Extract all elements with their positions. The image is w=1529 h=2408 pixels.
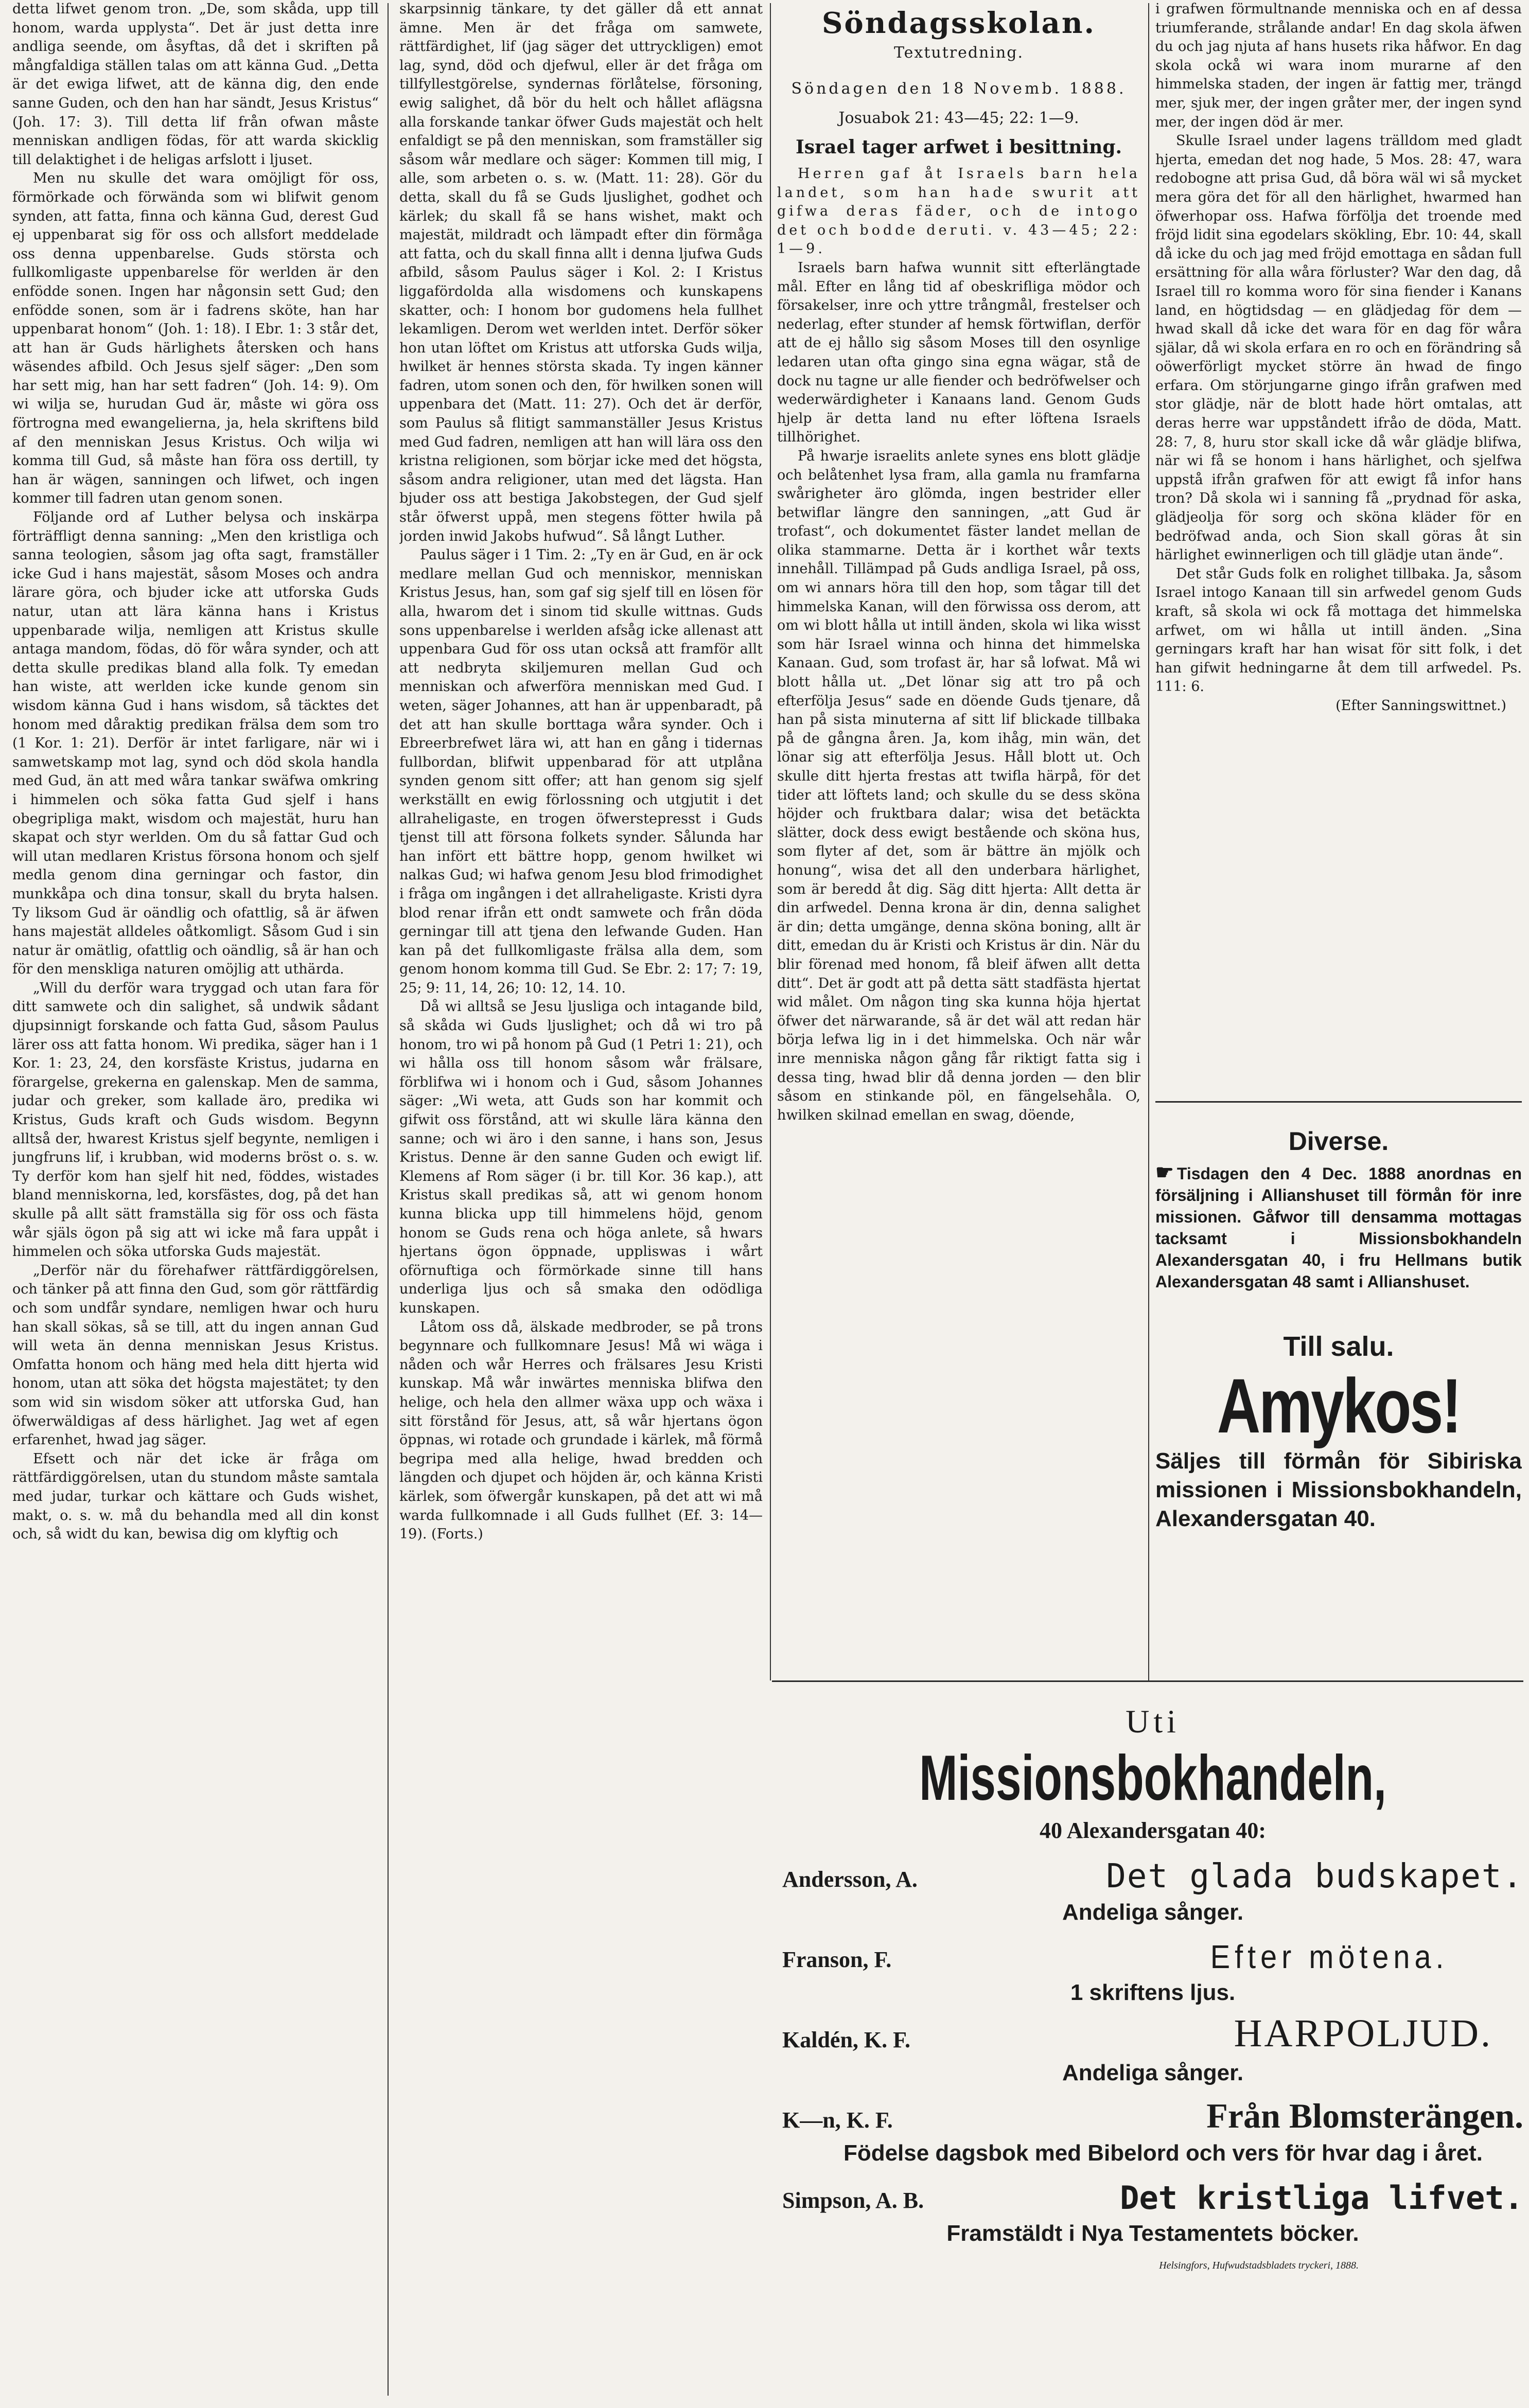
book-title: HARPOLJUD.	[1234, 2012, 1492, 2055]
column-2	[399, 0, 763, 2398]
paragraph: Det står Guds folk en rolighet tillbaka. Ja, såsom Israel intogo Kanaan till sin arfwedel genom Guds kraft, så skola wi ock få mottaga det himmelska arfwet, om wi hålla ut intill änden. „Sina gerningars kraft har han wisat för sitt folk, i det han gifwit hedningarne åt dem till arfwedel. Ps. 111: 6.	[1155, 565, 1522, 695]
book-author: Franson, F.	[782, 1947, 892, 1972]
column-divider	[388, 3, 389, 2396]
book-entry	[782, 2008, 1523, 2058]
paragraph: Israels barn hafwa wunnit sitt efterlängtade mål. Efter en lång tid af obeskrifliga mödor och försakelser, inre och yttre trångmål, frestelser och nederlag, efter stunder af hemsk förtwiflan, derför att de ej hållo sig såsom Moses till den osynlige ledaren utan ofta gingo sina egna wägar, stå de dock nu tagne ur alle fiender och bedröfwelser och wederwärdigheter i Kanaans land. Genom Guds hjelp är detta land nu efter löftena Israels tillhörighet.	[777, 259, 1140, 446]
paragraph: Då wi alltså se Jesu ljusliga och intagande bild, så skåda wi Guds ljuslighet; och då wi tro på honom, tro wi på honom på Gud (1 Petri 1: 21), och wi hålla oss till honom såsom wår frälsare, förblifwa wi i honom och i Gud, såsom Johannes säger: „Wi weta, att Guds son har kommit och gifwit oss förstånd, att wi skulle lära känna den sanne; och wi äro i den sanne, i hans son, Jesus Kristus. Denne är den sanne Guden och ewigt lif. Klemens af Rom säger (i br. till Kor. 36 kap.), att Kristus skall predikas så, att wi genom honom kunna blicka upp till himmelens höjd, genom honom se Guds rena och höga anlete, så hwars hjertans ögon öppnade, uppliswas i wårt oförnuftiga och förmörkade sinne till hans underliga ljus och så smaka den odödliga kunskapen.	[399, 999, 763, 1316]
printer-imprint: Helsingfors, Hufwudstadsbladets tryckeri, 1888.	[1159, 2260, 1359, 2271]
paragraph: detta lifwet genom tron. „De, som skåda, upp till honom, warda upplysta“. Det är just detta inre andliga seende, om åsyftas, då det i skriften på mångfaldiga ställen talas om att känna Gud. „Detta är det ewiga lifwet, att de känna dig, den ende sanne Guden, och den han har sändt, Jesus Kristus“ (Joh. 17: 3). Till detta lif från ofwan måste menniskan andligen födas, för att warda skicklig till delaktighet i de heligas arfslott i ljuset.	[12, 1, 379, 168]
book-subtitle: Födelse dagsbok med Bibelord och vers för hvar dag i året.	[843, 2140, 1483, 2166]
diverse-heading: Diverse.	[1288, 1127, 1389, 1156]
book-author: Kaldén, K. F.	[782, 2027, 910, 2052]
notices	[1155, 1112, 1522, 1684]
column-divider	[770, 3, 771, 1680]
ad-shop-name: Missionsbokhandeln,	[919, 1743, 1386, 1814]
scripture-reference: Josuabok 21: 43—45; 22: 1—9.	[838, 109, 1079, 127]
paragraph: i grafwen förmultnande menniska och en af dessa triumferande, strålande andar! En dag skola äfwen du och jag njuta af hans husets rika håfwor. En dag skola ockå wi wara inom murarne af den himmelska staden, der ingen är fattig mer, trängd mer, sjuk mer, der ingen gråter mer, der ingen synd mer, der ingen död är mer.	[1155, 1, 1522, 130]
paragraph: På hwarje israelits anlete synes ens blott glädje och belåtenhet lysa fram, alla gamla nu framfarna swårigheter äro glömda, ingen bestrider eller betwiflar längre den sanningen, „att Gud är trofast“, och dokumentet fäster landet mellan de olika stammarne. Detta är i korthet wår texts innehåll. Tillämpad på Guds andliga Israel, på oss, om wi annars höra till den hop, som tågar till det himmelska Kanan, will den förwissa oss derom, att om wi blott hålla ut intill änden, skola wi lika wisst som här Israel winna och hinna det himmelska Kanaan. Gud, som trofast är, har så lofwat. Må wi blott hålla ut. „Det lönar sig att tro på och efterfölja Jesus“ sade en döende Guds tjenare, då han på sista minuterna af sitt lif blickade tillbaka på de gångna åren. Ja, kom ihåg, min wän, det lönar sig att efterfölja Jesus. Håll blott ut. Och skulle ditt hjerta frestas att twifla härpå, för det tider att löftets land; och skulle du se dess sköna höjder och fruktbara dalar; wisa det betäckta slätter, dock dess ewigt bestående och sköna hus, som flyter af det, som är bättre än mjölk och honung“, wisa det all den underbara härlighet, som är beredd åt dig. Säg ditt hjerta: Allt detta är din arfwedel. Denna krona är din, denna salighet är din; detta umgänge, denna sköna boning, allt är ditt, emedan du är Kristi och Kristus är din. När du blir förenad med honom, få bleif äfwen allt detta ditt“. Det är godt att på detta sätt stadfästa hjertat wid målet. Om någon ting ska kunna höja hjertat öfwer det närwarande, så är det wäl att redan här börja lefwa lig in i det himmelska. Och när wår inre menniska någon gång får riktigt fatta sig i dessa ting, hwad blir då denna jorden — den blir såsom en stinkande pöl, en fängelsehåla. O, hwilken skilnad emellan en swag, döende,	[777, 448, 1140, 1123]
sale-text: Säljes till förmån för Sibiriska missionen i Missionsbokhandeln, Alexandersgatan 40.	[1155, 1448, 1522, 1531]
paragraph: „Will du derför wara tryggad och utan fara för ditt samwete och din salighet, så undwik sådant djupsinnigt forskande och fatta Gud, såsom Paulus lärer oss att fatta honom. Wi predika, säger han i 1 Kor. 1: 23, 24, den korsfäste Kristus, judarna en förargelse, grekerna en galenskap. Men de samma, judar och greker, som kallade äro, predika wi Kristus, Guds kraft och Guds wisdom. Begynn alltså der, hwarest Kristus sjelf begynte, nemligen i jungfruns lif, i krubban, wid moderns bröst o. s. w. Ty derför kom han sjelf hit ned, föddes, wistades bland menniskorna, led, korsfästes, dog, på det han skulle på allt sätt framställa sig för oss och fästa wår själs ögon på sig att wi icke må fara uppåt i himmelen och söka utforska Guds majestät.	[12, 980, 379, 1260]
lesson-verse: Herren gaf åt Israels barn hela landet, som han hade swurit att gifwa deras fäder, och de intogo det och bodde deruti. v. 43—45; 22: 1—9.	[777, 166, 1140, 257]
book-entry	[782, 1927, 1523, 1978]
pointing-hand-icon: ☛	[1155, 1161, 1174, 1184]
column-divider	[1148, 3, 1149, 1680]
book-subtitle: 1 skriftens ljus.	[1070, 1980, 1236, 2005]
book-entry	[782, 1847, 1523, 1898]
book-title: Det glada budskapet.	[1106, 1857, 1523, 1896]
paragraph: „Derför när du förehafwer rättfärdiggörelsen, och tänker på att finna den Gud, som gör rättfärdig och som undfår syndare, nemligen hwar och huru han skall sökas, så se till, att du ingen annan Gud will weta än denna menniskan Jesus Kristus. Omfatta honom och häng med hela ditt hjerta wid honom, utan att söka det högsta majestätet; ty den som wid sin wisdom söker att utforska Gud, han öfwerwäldigas af dess härlighet. Jag wet af egen erfarenhet, hwad jag säger.	[12, 1262, 379, 1448]
column-3	[777, 0, 1140, 1681]
section-heading: Söndagsskolan.	[821, 6, 1096, 40]
book-author: Simpson, A. B.	[782, 2188, 924, 2213]
book-entry	[782, 2088, 1523, 2138]
diverse-notice	[1155, 1162, 1522, 1292]
paragraph: Paulus säger i 1 Tim. 2: „Ty en är Gud, en är ock medlare mellan Gud och menniskor, menniskan Kristus Jesus, han, som gaf sig sjelf till en lösen för alla, hwarom det i sinom tid skulle wittnas. Guds sons uppenbarelse i werlden afsåg icke allenast att uppenbara Gud för oss utan också att framför allt att nedbryta skiljemuren mellan Gud och menniskan och afwerföra menniskan med Gud. I weten, säger Johannes, att han är uppenbaradt, på det att han skulle borttaga wåra synder. Och i Ebreerbrefwet lära wi, att han en gång i tidernas fullbordan, blifwit uppenbarad för att utplåna synden genom sitt offer; att han genom sig sjelf werkställt en ewig förlossning och utgjutit i det allraheligaste, en trogen öfwerstepresst i Guds tjenst till att försona folkets synder. Sålunda har han infört ett bättre hopp, genom hwilket wi nalkas Gud; wi hafwa genom Jesu blod frimodighet i fråga om ingången i det allraheligaste. Kristi dyra blod renar ifrån ett ondt samwete och från döda gerningar till att tjena den lefwande Guden. Han kan på det fullkomligaste frälsa alla dem, som genom honom komma till Gud. Se Ebr. 2: 17; 7: 19, 25; 9: 11, 14, 26; 10: 12, 14. 10.	[399, 547, 763, 996]
paragraph: skarpsinnig tänkare, ty det gäller då ett annat ämne. Men är det fråga om samwete, rättfärdighet, lif (jag säger det uttryckligen) emot lag, synd, död och djefwul, eller är det fråga om tillfyllestgörelse, syndernas förlåtelse, försoning, ewig salighet, då bör du helt och hållet aflägsna alla forskande tankar öfwer Guds majestät och helt enfaldigt se på den menniskan, som framställer sig såsom wår medlare och säger: Kommen till mig, I alle, som arbeten o. s. w. (Matt. 11: 28). Gör du detta, skall du få se Guds ljuslighet, godhet och kärlek; du skall få se hans wishet, makt och majestät, mildradt och lämpadt efter din förmåga att fatta, och du skall finna allt i denna ljufwa Guds afbild, såsom Paulus säger i Kol. 2: I Kristus liggafördolda alla wisdomens och kunskapens skatter, och: I honom bor gudomens hela fullhet lekamligen. Derom wet werlden intet. Derför söker hon utan löftet om Kristus att utforska Guds wilja, hwilket är hennes största skada. Ty ingen känner fadren, utom sonen och den, för hwilken sonen will uppenbara det (Matt. 11: 27). Och det är derför, som Paulus så flitigt sammanställer Jesus Kristus med Gud fadren, nemligen att han will lära oss den kristna religionen, som börjar icke med det högsta, såsom andra religioner, utan med det lägsta. Han bjuder oss att bestiga Jakobstegen, der Gud sjelf står öfwerst uppå, men stegens fötter hwila på jorden inwid Jakobs hufwud“. Så långt Luther.	[399, 1, 763, 544]
paragraph: Följande ord af Luther belysa och inskärpa förträffligt denna sanning: „Men den kristliga och sanna teologien, såsom jag ofta sagt, framställer icke Gud i hans majestät, såsom Moses och andra lärare göra, och bjuder icke att utforska Guds natur, utan att lära känna hans i Kristus uppenbarade wilja, nemligen att Kristus skulle antaga mandom, födas, dö för wåra synder, och att detta skulle predikas bland alla folk. Ty emedan han wiste, att werlden icke kunde genom sin wisdom känna Gud i hans wisdom, så täcktes det honom med dåraktig predikan frälsa dem som tro (1 Kor. 1: 21). Derför är intet farligare, när wi i samwetskamp mot lag, synd och död skola handla med Gud, än att med wåra tankar swäfwa omkring i himmelen och söka fatta Gud sjelf i hans obegripliga makt, wisdom och majestät, huru han skapat och styr werlden. Om du så fattar Gud och will utan medlaren Kristus försona honom och sjelf medla genom dina gerningar och fastor, din munkkåpa och dina tonsur, skall du bryta halsen. Ty liksom Gud är oändlig och ofattlig, så är äfwen hans majestät alldeles oåtkomligt. Såsom Gud i sin natur är omätlig, ofattlig och oändlig, så är han och för den menskliga naturen omöjlig att uthärda.	[12, 509, 379, 978]
book-title: Efter mötena.	[1210, 1938, 1449, 1975]
book-author: Andersson, A.	[782, 1867, 918, 1892]
column-4	[1155, 0, 1522, 1107]
diverse-text: Tisdagen den 4 Dec. 1888 anordnas en försäljning i Allianshuset till förmån för inre missionen. Gåfwor till densamma mottagas tacksamt i Missionsbokhandeln Alexandersgatan 40, i fru Hellmans butik Alexandersgatan 48 samt i Allianshuset.	[1155, 1164, 1522, 1291]
section-subheading: Textutredning.	[893, 44, 1024, 62]
ad-lead: Uti	[1126, 1703, 1180, 1740]
sale-heading: Till salu.	[1283, 1331, 1394, 1362]
book-subtitle: Framstäldt i Nya Testamentets böcker.	[946, 2221, 1359, 2246]
lesson-title: Israel tager arfwet i besittning.	[795, 136, 1122, 158]
bookshop-advertisement	[782, 1688, 1523, 2367]
column-1	[12, 0, 379, 2398]
section-rule	[1155, 1101, 1522, 1103]
book-title: Från Blomsterängen.	[1206, 2096, 1523, 2135]
book-entry	[782, 2168, 1523, 2219]
source-note: (Efter Sanningswittnet.)	[1335, 697, 1506, 714]
paragraph: Men nu skulle det wara omöjligt för oss, förmörkade och förwända som wi blifwit genom synden, att fatta, finna och känna Gud, derest Gud ej uppenbarat sig för oss och allsfort meddelade oss denna uppenbarelse. Guds största och fullkomligaste uppenbarelse för werlden är den enfödde sonen. Ingen har någonsin sett Gud; den enfödde sonen, som är i fadrens sköte, han har uppenbarat honom“ (Joh. 1: 18). I Ebr. 1: 3 står det, att han är Guds härlighets återsken och hans wäsendes afbild. Och Jesus sjelf säger: „Den som har sett mig, han har sett fadren“ (Joh. 14: 9). Om wi wilja se, hurudan Gud är, måste wi göra oss förtrogna med ewangelierna, ja, hela skriftens bild af den menniskan Jesus Kristus. Och wilja wi komma till Gud, så måste han föra oss dertill, ty han är wägen, sanningen och lifwet, och ingen kommer till fadren utan genom sonen.	[12, 170, 379, 507]
ad-address: 40 Alexandersgatan 40:	[1040, 1818, 1266, 1843]
book-author: K—n, K. F.	[782, 2108, 893, 2133]
section-rule	[772, 1680, 1523, 1682]
lesson-date: Söndagen den 18 Novemb. 1888.	[791, 80, 1127, 98]
sale-item-name: Amykos!	[1217, 1362, 1461, 1449]
paragraph: Efsett och när det icke är fråga om rättfärdiggörelsen, utan du stundom måste samtala med judar, turkar och kättare och Guds wishet, makt, o. s. w. må du behandla med all din konst och, så widt du kan, bewisa dig om klyftig och	[12, 1450, 379, 1543]
book-subtitle: Andeliga sånger.	[1062, 1900, 1244, 1925]
paragraph: Skulle Israel under lagens trälldom med gladt hjerta, emedan det nog hade, 5 Mos. 28: 47, wara redobogne att prisa Gud, då böra wäl wi så mycket mera göra det för all den härlighet, hwarmed han öfwerhopar oss. Hafwa förfölja det troende med fröjd lidit sina egodelars skökling, Ebr. 10: 44, skall då icke du och jag med fröjd emottaga en sådan full ersättning för alla wåra förluster? War den dag, då Israel till ro komma woro för sina fiender i Kanans land, en högtidsdag — en glädjedag för dem — hwad skall då icke det wara för en dag för wåra själar, då wi skola erfara en ro och en förändring så oöwerförligt mycket större än hwad de fingo erfara. Om störjungarne gingo ifrån grafwen med stor glädje, när de blott hade hört omtalas, att deras herre war uppståndett ifråo de döda, Matt. 28: 7, 8, huru stor skall icke då wår glädje blifwa, när wi få se honom i hans härlighet, och sjelfwa uppstå ifrån grafwen för att ewigt få infor hans tron? Då skola wi i sanning få „prydnad för aska, glädjeolja för sorg och sköna kläder för en bedröfwad anda, och Sion skall göras åt sin härlighet ewinnerligen och till glädje utan ände“.	[1155, 133, 1522, 563]
book-subtitle: Andeliga sånger.	[1062, 2060, 1244, 2085]
paragraph: Låtom oss då, älskade medbroder, se på trons begynnare och fullkomnare Jesus! Må wi wäga i nåden och wår Herres och frälsares Jesu Kristi kunskap. Må wår inwärtes menniska blifwa den helige, och hela den allmer wäxa upp och wäxa i sitt förstånd för Jesus, att, så wår hjertans ögon öppnas, wi rotade och grundade i kärlek, må förmå begripa med alla helige, hwad bredden och längden och djupet och höjden är, och känna Kristi kärlek, som öfwergår kunskapen, på det att wi må warda fullkomnade i all Guds fullhet (Ef. 3: 14—19). (Forts.)	[399, 1319, 763, 1543]
book-title: Det kristliga lifvet.	[1120, 2179, 1523, 2217]
